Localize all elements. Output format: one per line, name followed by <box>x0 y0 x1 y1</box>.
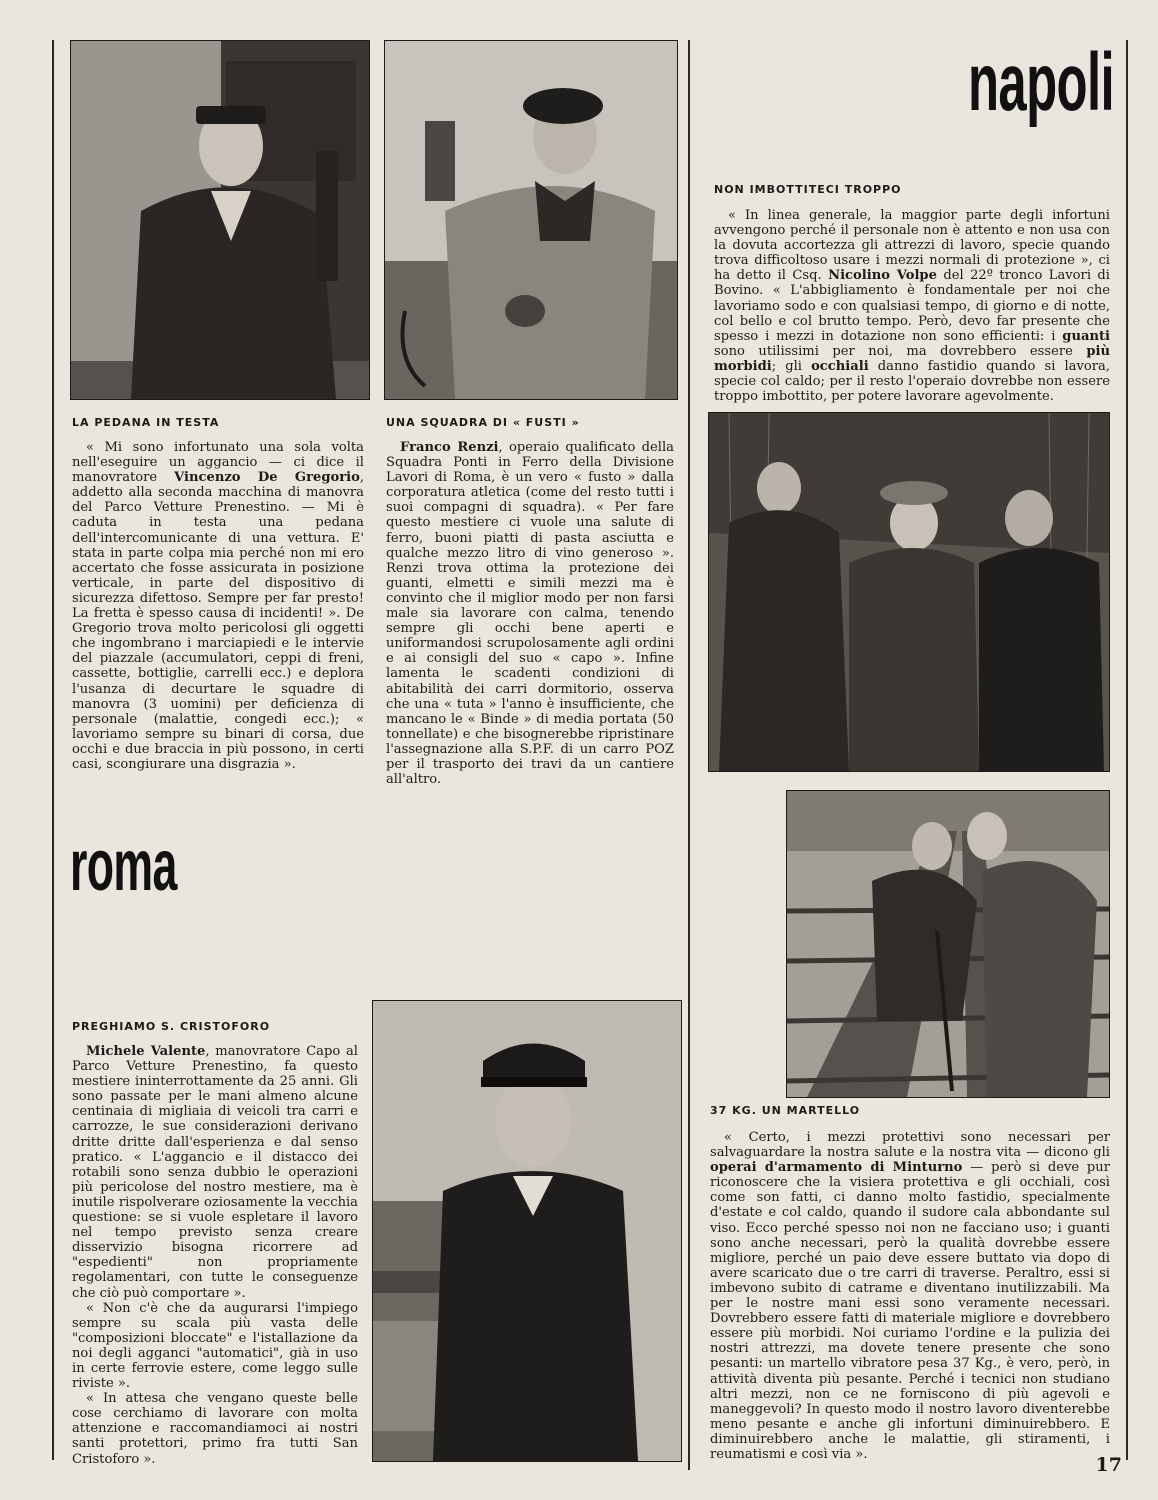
article-de-gregorio <box>72 440 364 772</box>
section-title-napoli: napoli <box>968 37 1114 128</box>
volpe-bold-occhiali: occhiali <box>811 358 869 374</box>
photo-renzi <box>384 40 678 400</box>
volpe-mid1: del 22º tronco Lavori di Bovino. « L'abbigliamento è fondamentale per noi che lavoriamo sodo e con qualsiasi tempo, di giorno e di notte, col bello e col brutto tempo. Però, devo far presente che spesso i mezzi in dotazione non sono efficienti: i <box>714 268 1110 344</box>
volpe-mid2: sono utilissimi per noi, ma dovrebbero essere <box>714 343 1087 359</box>
caption-martello: 37 KG. UN MARTELLO <box>710 1104 861 1117</box>
de-gregorio-name: Vincenzo De Gregorio <box>174 470 360 486</box>
valente-p1: , manovratore Capo al Parco Vetture Prenestino, fa questo mestiere ininterrottamente da 25 anni. Gli sono passate per le mani almeno alcune centinaia di migliaia di veicoli tra carri e carrozze, le sue considerazioni derivano dritte dritte dall'esperienza e dal senso pratico. « L'aggancio e il distacco dei rotabili sono senza dubbio le operazioni più pericolose del nostro mestiere, ma è inutile rispolverare oziosamente la vecchia questione: se si vuole espletare il lavoro nel tempo previsto senza creare disservizio bisogna ricorrere ad "espedienti" non propriamente regolamentari, con tutte le conseguenze che ciò può comportare ». <box>72 1044 358 1301</box>
volpe-mid3: ; gli <box>771 358 812 374</box>
photo-napoli-group <box>708 412 1110 772</box>
renzi-name: Franco Renzi <box>400 440 499 455</box>
heading-preghiamo: PREGHIAMO S. CRISTOFORO <box>72 1020 271 1033</box>
volpe-rest: danno fastidio quando si lavora, specie col caldo; per il resto l'operaio dovrebbe non essere troppo imbottito, per potere lavorare agevolmente. <box>714 358 1110 405</box>
volpe-name: Nicolino Volpe <box>828 268 937 284</box>
photo-de-gregorio <box>70 40 370 400</box>
de-gregorio-rest: , addetto alla seconda macchina di manovra del Parco Vetture Prenestino. — Mi è caduta in testa una pedana dell'intercomunicante di una vettura. E' stata in parte colpa mia perché non mi ero accertato che fosse assicurata in posizione verticale, in parte del dispositivo di sicurezza difettoso. Sempre per far presto! La fretta è spesso causa di incidenti! ». De Gregorio trova molto pericolosi gli oggetti che ingombrano i marciapiedi e le intervie del piazzale (accumulatori, ceppi di freni, cassette, bottiglie, carrelli ecc.) e deplora l'usanza di decurtare le squadre di manovra (3 uomini) per deficienza di personale (malattie, congedi ecc.); « lavoriamo sempre su binari di corsa, due occhi e due braccia in più possono, in certi casi, scongiurare una disgrazia ». <box>72 470 364 772</box>
volpe-lead: « In linea generale, la maggior parte degli infortuni avvengono perché il personale non è attento e non usa con la dovuta accortezza gli attrezzi di lavoro, specie quando trova difficoltoso usare i mezzi normali di protezione », ci ha detto il Csq. <box>714 208 1110 284</box>
article-valente <box>72 1044 358 1467</box>
minturno-lead: « Certo, i mezzi protettivi sono necessari per salvaguardare la nostra salute e la nostra vita — dicono gli <box>710 1130 1110 1161</box>
right-border-rule <box>1126 40 1128 1460</box>
section-title-roma: roma <box>70 826 177 906</box>
valente-name: Michele Valente <box>86 1044 206 1059</box>
left-border-rule <box>52 40 54 1460</box>
photo-valente <box>372 1000 682 1462</box>
article-renzi <box>386 440 674 787</box>
page-number: 17 <box>1095 1454 1122 1476</box>
renzi-rest: , operaio qualificato della Squadra Ponti in Ferro della Divisione Lavori di Roma, è un vero « fusto » dalla corporatura atletica (come del resto tutti i suoi compagni di squadra). « Per fare questo mestiere ci vuole una salute di ferro, buoni piatti di pasta asciutta e qualche mezzo litro di vino generoso ». Renzi trova ottima la protezione dei guanti, elmetti e simili mezzi ma è convinto che il miglior modo per non farsi male sia lavorare con calma, tenendo sempre gli occhi bene aperti e uniformandosi scrupolosamente agli ordini e ai consigli del suo « capo ». Infine lamenta le scadenti condizioni di abitabilità dei carri dormitorio, osserva che una « tuta » l'anno è insufficiente, che mancano le « Binde » di media portata (50 tonnellate) e che bisognerebbe ripristinare l'assegnazione alla S.P.F. di un carro POZ per il trasporto dei travi da un cantiere all'altro. <box>386 440 674 788</box>
photo-track-workers <box>786 790 1110 1098</box>
volpe-bold-morbidi: più morbidi <box>714 343 1110 374</box>
caption-fusti: UNA SQUADRA DI « FUSTI » <box>386 416 580 429</box>
column-divider-rule <box>688 40 690 1470</box>
article-minturno <box>710 1130 1110 1462</box>
volpe-bold-guanti: guanti <box>1062 328 1110 344</box>
de-gregorio-lead: « Mi sono infortunato una sola volta nell'eseguire un aggancio — ci dice il manovratore <box>72 440 364 486</box>
valente-p2: « Non c'è che da augurarsi l'impiego sempre su scala più vasta delle "composizioni bloccate" e l'istallazione da noi degli agganci "automatici", già in uso in certe ferrovie estere, come leggo sulle riviste ». <box>72 1300 358 1392</box>
minturno-name: operai d'armamento di Minturno <box>710 1160 963 1176</box>
minturno-rest: — però si deve pur riconoscere che la visiera protettiva e gli occhiali, così come son fatti, ci danno molto fastidio, specialmente d'estate e col caldo, quando il sudore cala abbondante sul viso. Ecco perché spesso noi non ne facciano uso; i guanti sono anche necessari, però la qualità dovrebbe essere migliore, perché un paio deve essere buttato via dopo di avere scaricato due o tre carri di traverse. Peraltro, essi si imbevono subito di catrame e diventano inutilizzabili. Ma per le nostre mani essi sono veramente necessari. Dovrebbero essere fatti di materiale migliore e dovrebbero essere più morbidi. Noi curiamo l'ordine e la pulizia dei nostri attrezzi, ma dovete tenere presente che sono pesanti: un martello vibratore pesa 37 Kg., è vero, però, in attività diventa più pesante. Perché i tecnici non studiano altri mezzi, non ce ne forniscono di più agevoli e maneggevoli? In questo modo il nostro lavoro diventerebbe meno pesante e anche gli infortuni diminuirebbero. E diminuirebbero anche le malattie, gli stiramenti, i reumatismi e così via ». <box>710 1160 1110 1462</box>
caption-pedana: LA PEDANA IN TESTA <box>72 416 220 429</box>
heading-non-imbottiteci: NON IMBOTTITECI TROPPO <box>714 183 902 196</box>
valente-p3: « In attesa che vengano queste belle cose cerchiamo di lavorare con molta attenzione e raccomandiamoci ai nostri santi protettori, primo fra tutti San Cristoforo ». <box>72 1391 358 1467</box>
article-volpe <box>714 208 1110 404</box>
